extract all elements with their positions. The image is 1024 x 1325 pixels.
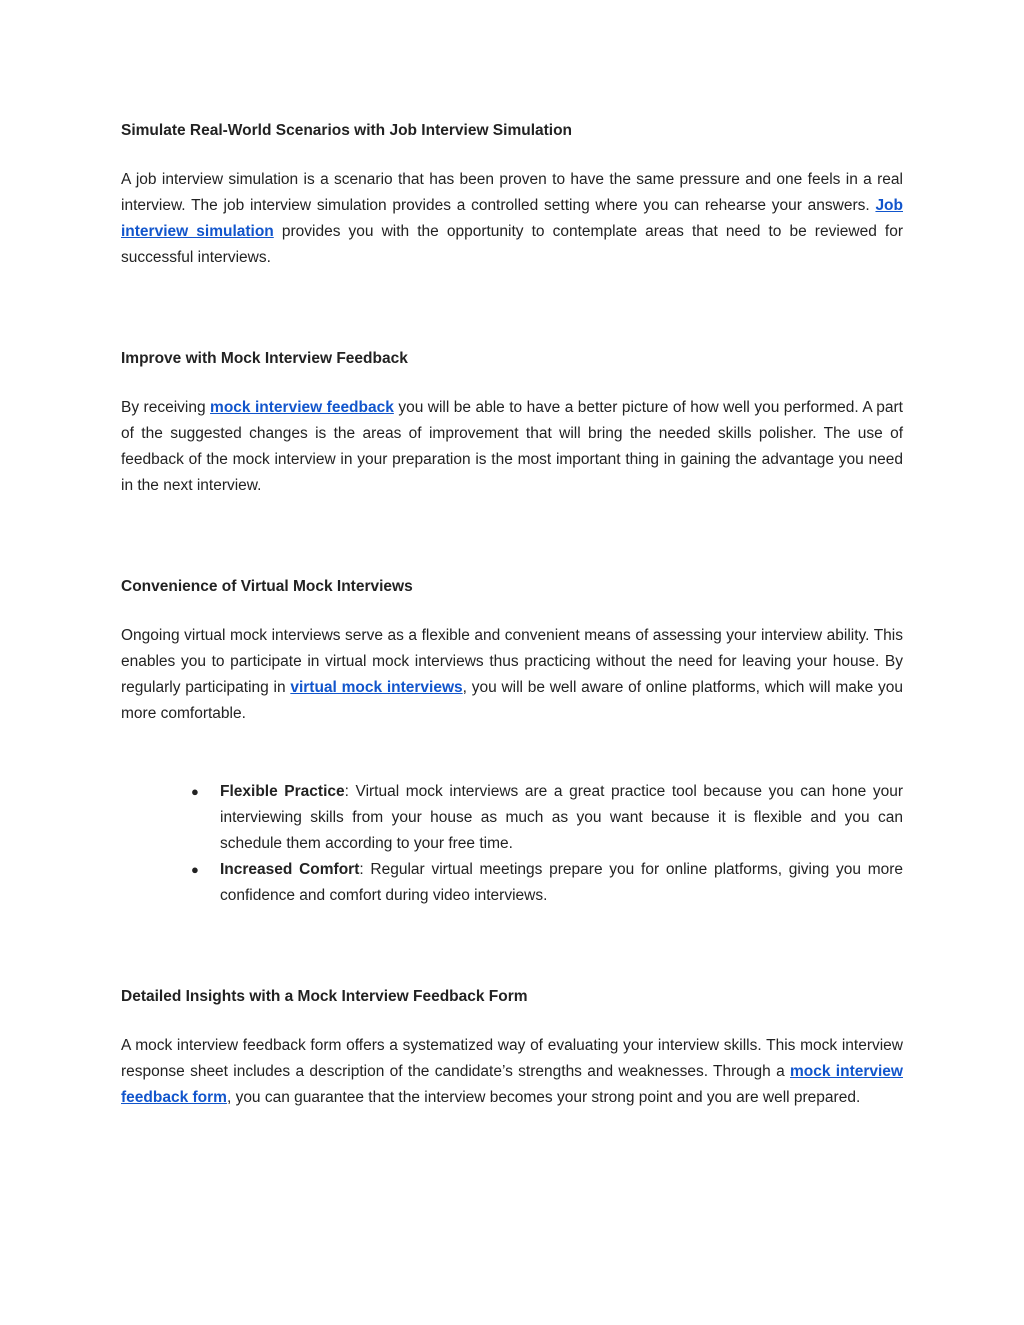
document-page	[121, 118, 903, 1111]
list-item	[191, 779, 903, 857]
paragraph-text: By receiving	[121, 399, 211, 416]
bullet-text: : Regular virtual meetings prepare you for online platforms, giving you more confidence and comfort during video interviews.	[220, 861, 904, 904]
paragraph-text: you will be able to have a better picture of how well you performed. A part of the suggested changes is the areas of improvement that will bring the needed skills polisher. The use of feedback of the mock interview in your preparation is the most important thing in gaining the advantage you need in the next interview.	[121, 399, 903, 494]
section-heading-feedback-form: Detailed Insights with a Mock Interview Feedback Form	[121, 988, 528, 1005]
section-paragraph-feedback	[121, 395, 903, 499]
bullet-term: Increased Comfort	[220, 861, 360, 878]
section-heading-feedback: Improve with Mock Interview Feedback	[121, 350, 408, 367]
paragraph-text: , you will be well aware of online platforms, which will make you more comfortable.	[121, 679, 903, 722]
list-item	[191, 857, 904, 909]
link-virtual-mock-interviews[interactable]: virtual mock interviews	[290, 679, 463, 696]
section-paragraph-simulation	[121, 167, 903, 271]
paragraph-text: A job interview simulation is a scenario that has been proven to have the same pressure and one feels in a real interview. The job interview simulation provides a controlled setting where you can rehearse your answers.	[121, 171, 903, 214]
section-paragraph-feedback-form	[121, 1033, 903, 1111]
bullet-icon: ●	[191, 784, 199, 799]
paragraph-text: A mock interview feedback form offers a systematized way of evaluating your interview skills. This mock interview response sheet includes a description of the candidate’s strengths and weaknesses. Through a	[121, 1037, 903, 1080]
link-mock-interview-feedback[interactable]: mock interview feedback	[210, 399, 394, 416]
section-paragraph-virtual	[121, 623, 903, 727]
bullet-list	[121, 779, 903, 909]
paragraph-text: , you can guarantee that the interview becomes your strong point and you are well prepared.	[226, 1089, 861, 1106]
link-job-interview-simulation[interactable]: Job interview simulation	[121, 197, 903, 240]
section-heading-simulation: Simulate Real-World Scenarios with Job Interview Simulation	[121, 122, 573, 139]
link-mock-interview-feedback-form[interactable]: mock interview feedback form	[121, 1063, 903, 1106]
paragraph-text: provides you with the opportunity to contemplate areas that need to be reviewed for successful interviews.	[121, 223, 903, 266]
bullet-text: : Virtual mock interviews are a great practice tool because you can hone your interviewing skills from your house as much as you want because it is flexible and you can schedule them according to your free time.	[220, 783, 903, 852]
bullet-term: Flexible Practice	[220, 783, 345, 800]
paragraph-text: Ongoing virtual mock interviews serve as a flexible and convenient means of assessing your interview ability. This enables you to participate in virtual mock interviews thus practicing without the need for leaving your house. By regularly participating in	[121, 627, 903, 696]
bullet-icon: ●	[191, 862, 199, 877]
section-heading-virtual: Convenience of Virtual Mock Interviews	[121, 578, 413, 595]
